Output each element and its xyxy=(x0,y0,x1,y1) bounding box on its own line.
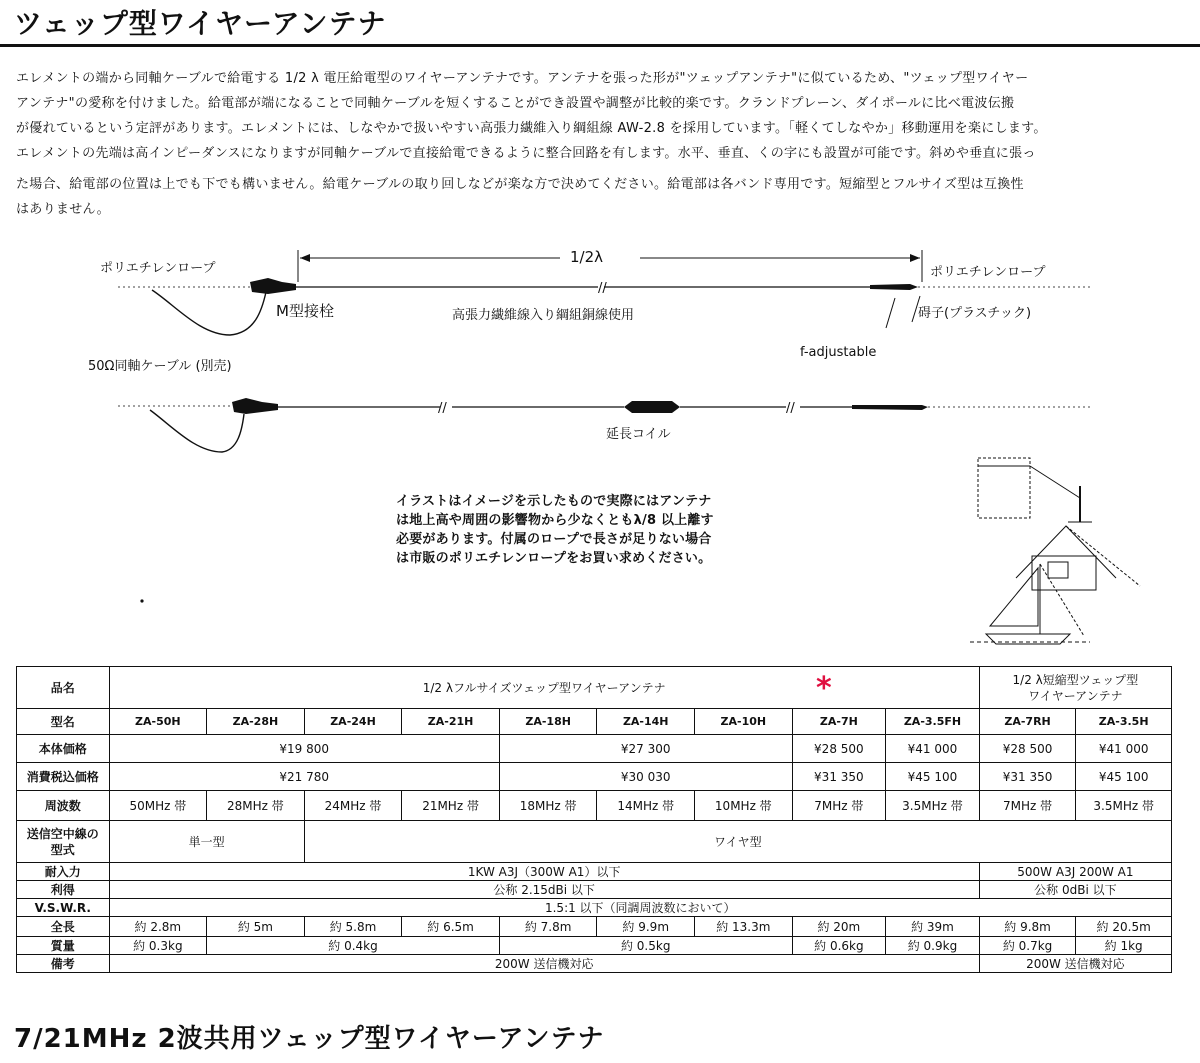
gain-cell: 公称 0dBi 以下 xyxy=(979,881,1171,899)
m-connector-shape xyxy=(250,278,296,294)
gain-cell: 公称 2.15dBi 以下 xyxy=(109,881,979,899)
row-remarks xyxy=(17,955,1172,973)
weight-cell: 約 0.6kg xyxy=(792,937,886,955)
f-adjustable-label: f-adjustable xyxy=(800,345,877,360)
spec-table xyxy=(16,666,1172,973)
price-tax-cell: ¥21 780 xyxy=(109,763,499,791)
price-cell: ¥28 500 xyxy=(979,735,1076,763)
label-remarks: 備考 xyxy=(17,955,110,973)
freq-cell: 18MHz 帯 xyxy=(499,791,597,821)
boat-sail xyxy=(990,568,1038,626)
boat-antenna xyxy=(1040,564,1084,636)
model-cell: ZA-10H xyxy=(695,709,793,735)
model-cell: ZA-21H xyxy=(402,709,500,735)
weight-cell: 約 0.9kg xyxy=(886,937,980,955)
model-cell: ZA-7RH xyxy=(979,709,1076,735)
row-price-tax xyxy=(17,763,1172,791)
length-cell: 約 6.5m xyxy=(402,917,500,937)
freq-cell: 3.5MHz 帯 xyxy=(1076,791,1172,821)
row-gain xyxy=(17,881,1172,899)
shortened-antenna-illustration xyxy=(118,398,1092,452)
model-cell: ZA-24H xyxy=(304,709,402,735)
intro-line: アンテナ"の愛称を付けました。給電部が端になることで同軸ケーブルを短くすることができ設置や調整が比較的楽です。クランドプレーン、ダイポールに比べ電波伝搬 xyxy=(16,96,1015,111)
length-cell: 約 20.5m xyxy=(1076,917,1172,937)
model-cell: ZA-7H xyxy=(792,709,886,735)
length-cell: 約 13.3m xyxy=(695,917,793,937)
weight-cell: 約 0.5kg xyxy=(499,937,792,955)
house-window xyxy=(1048,562,1068,578)
label-price-tax: 消費税込価格 xyxy=(17,763,110,791)
price-cell: ¥27 300 xyxy=(499,735,792,763)
intro-line: が優れているという定評があります。エレメントには、しなやかで扱いやすい高張力繊維入り綱組線 AW-2.8 を採用しています。「軽くてしなやか」移動運用を楽にします。 xyxy=(16,121,1047,136)
label-price: 本体価格 xyxy=(17,735,110,763)
m-connector-shape xyxy=(232,398,278,414)
label-power: 耐入力 xyxy=(17,863,110,881)
asterisk-mark: * xyxy=(816,671,832,706)
power-cell: 1KW A3J（300W A1）以下 xyxy=(109,863,979,881)
half-wave-label: 1/2λ xyxy=(570,248,604,266)
row-price xyxy=(17,735,1172,763)
dim-arrow-left xyxy=(300,254,310,262)
page-title: ツェップ型ワイヤーアンテナ xyxy=(14,7,387,40)
model-cell: ZA-18H xyxy=(499,709,597,735)
note-line: イラストはイメージを示したもので実際にはアンテナ xyxy=(396,494,712,509)
break-mark: // xyxy=(598,281,607,296)
row-model xyxy=(17,709,1172,735)
length-cell: 約 9.8m xyxy=(979,917,1076,937)
insulator-shape xyxy=(870,284,918,290)
label-line: 型式 xyxy=(50,842,75,857)
remarks-cell: 200W 送信機対応 xyxy=(979,955,1171,973)
product-short-line: 1/2 λ短縮型ツェップ型 xyxy=(1012,672,1139,687)
freq-cell: 3.5MHz 帯 xyxy=(886,791,980,821)
row-length xyxy=(17,917,1172,937)
coax-label: 50Ω同軸ケーブル (別売) xyxy=(88,359,232,374)
wire-label: 高張力繊維線入り綱組銅線使用 xyxy=(452,308,635,323)
weight-cell: 約 0.3kg xyxy=(109,937,207,955)
type-cell: ワイヤ型 xyxy=(304,821,1171,863)
length-cell: 約 2.8m xyxy=(109,917,207,937)
row-antenna-type xyxy=(17,821,1172,863)
price-tax-cell: ¥31 350 xyxy=(979,763,1076,791)
loading-coil-label: 延長コイル xyxy=(606,427,671,442)
dim-arrow-right xyxy=(910,254,920,262)
power-cell: 500W A3J 200W A1 xyxy=(979,863,1171,881)
label-length: 全長 xyxy=(17,917,110,937)
model-cell: ZA-3.5H xyxy=(1076,709,1172,735)
coax-cable xyxy=(150,410,244,452)
label-weight: 質量 xyxy=(17,937,110,955)
type-cell: 単一型 xyxy=(109,821,304,863)
model-cell: ZA-14H xyxy=(597,709,695,735)
label-product: 品名 xyxy=(17,667,110,709)
freq-cell: 28MHz 帯 xyxy=(207,791,305,821)
price-cell: ¥41 000 xyxy=(886,735,980,763)
insulator-label: 碍子(プラスチック) xyxy=(918,306,1032,321)
intro-line: はありません。 xyxy=(16,202,110,217)
vswr-cell: 1.5:1 以下（同調周波数において） xyxy=(109,899,1171,917)
label-vswr: V.S.W.R. xyxy=(17,899,110,917)
insulator-leader xyxy=(886,298,895,328)
intro-text xyxy=(16,66,1186,222)
price-tax-cell: ¥30 030 xyxy=(499,763,792,791)
row-vswr xyxy=(17,899,1172,917)
row-power xyxy=(17,863,1172,881)
label-line: 送信空中線の xyxy=(26,826,99,841)
intro-line: エレメントの端から同軸ケーブルで給電する 1/2 λ 電圧給電型のワイヤーアンテナです。アンテナを張った形が"ツェップアンテナ"に似ているため、"ツェップ型ワイヤー xyxy=(16,71,1029,86)
next-section-title: 7/21MHz 2波共用ツェップ型ワイヤーアンテナ xyxy=(14,1024,605,1054)
note-line: 必要があります。付属のロープで長さが足りない場合 xyxy=(396,532,712,547)
freq-cell: 24MHz 帯 xyxy=(304,791,402,821)
coax-cable xyxy=(152,290,266,335)
length-cell: 約 20m xyxy=(792,917,886,937)
antenna-diagram xyxy=(0,230,1200,650)
freq-cell: 14MHz 帯 xyxy=(597,791,695,821)
model-cell: ZA-28H xyxy=(207,709,305,735)
row-frequency xyxy=(17,791,1172,821)
label-frequency: 周波数 xyxy=(17,791,110,821)
label-gain: 利得 xyxy=(17,881,110,899)
weight-cell: 約 0.4kg xyxy=(207,937,500,955)
stray-dot xyxy=(140,599,143,602)
house-wall xyxy=(1032,556,1096,590)
price-cell: ¥19 800 xyxy=(109,735,499,763)
weight-cell: 約 0.7kg xyxy=(979,937,1076,955)
row-product xyxy=(17,667,1172,709)
length-cell: 約 7.8m xyxy=(499,917,597,937)
antenna-slope xyxy=(1030,466,1080,498)
note-line: は地上高や周囲の影響物から少なくともλ/8 以上離す xyxy=(396,513,714,528)
price-cell: ¥41 000 xyxy=(1076,735,1172,763)
freq-cell: 10MHz 帯 xyxy=(695,791,793,821)
insulator-shape xyxy=(852,405,928,410)
freq-cell: 7MHz 帯 xyxy=(979,791,1076,821)
installation-sketch xyxy=(970,458,1140,644)
label-antenna-type xyxy=(17,821,110,863)
balcony-frame xyxy=(978,458,1030,518)
product-shortened xyxy=(979,667,1171,709)
intro-line: エレメントの先端は高インピーダンスになりますが同軸ケーブルで直接給電できるように整合回路を有します。水平、垂直、くの字にも設置が可能です。斜めや垂直に張っ xyxy=(16,146,1036,161)
rope-right-label: ポリエチレンロープ xyxy=(930,265,1046,280)
label-model: 型名 xyxy=(17,709,110,735)
product-full-size: 1/2 λフルサイズツェップ型ワイヤーアンテナ xyxy=(109,667,979,709)
intro-line: た場合、給電部の位置は上でも下でも構いません。給電ケーブルの取り回しなどが楽な方で決めてください。給電部は各バンド専用です。短縮型とフルサイズ型は互換性 xyxy=(16,177,1024,192)
product-short-line: ワイヤーアンテナ xyxy=(1028,688,1123,703)
price-tax-cell: ¥31 350 xyxy=(792,763,886,791)
rope-left-label: ポリエチレンロープ xyxy=(100,261,216,276)
illustration-note xyxy=(396,492,786,568)
length-cell: 約 9.9m xyxy=(597,917,695,937)
model-cell: ZA-3.5FH xyxy=(886,709,980,735)
remarks-cell: 200W 送信機対応 xyxy=(109,955,979,973)
row-weight xyxy=(17,937,1172,955)
length-cell: 約 39m xyxy=(886,917,980,937)
length-cell: 約 5.8m xyxy=(304,917,402,937)
length-cell: 約 5m xyxy=(207,917,305,937)
loading-coil-shape xyxy=(624,401,680,413)
price-tax-cell: ¥45 100 xyxy=(886,763,980,791)
title-rule xyxy=(0,44,1200,47)
model-cell: ZA-50H xyxy=(109,709,207,735)
m-connector-label: M型接栓 xyxy=(276,302,334,320)
weight-cell: 約 1kg xyxy=(1076,937,1172,955)
break-mark: // xyxy=(438,401,447,416)
note-line: は市販のポリエチレンロープをお買い求めください。 xyxy=(396,551,712,566)
price-tax-cell: ¥45 100 xyxy=(1076,763,1172,791)
price-cell: ¥28 500 xyxy=(792,735,886,763)
house-roof xyxy=(1016,526,1116,578)
freq-cell: 50MHz 帯 xyxy=(109,791,207,821)
freq-cell: 7MHz 帯 xyxy=(792,791,886,821)
break-mark: // xyxy=(786,401,795,416)
freq-cell: 21MHz 帯 xyxy=(402,791,500,821)
